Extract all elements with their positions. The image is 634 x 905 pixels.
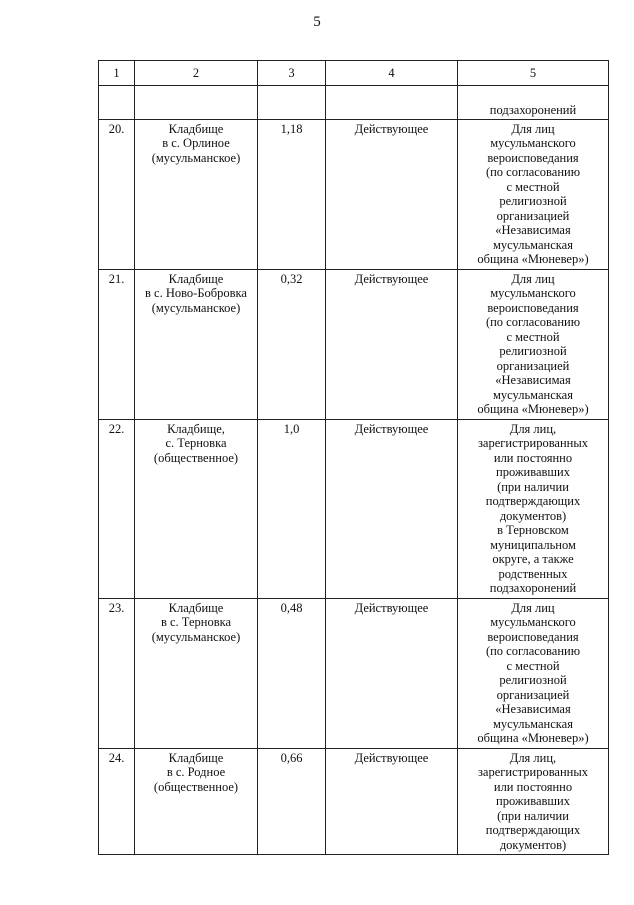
- cemetery-name: Кладбище в с. Родное (общественное): [153, 750, 239, 794]
- cemetery-name: Кладбище в с. Ново-Бобровка (мусульманское): [145, 271, 247, 315]
- cell-note: [458, 419, 609, 598]
- cell-status: [326, 85, 458, 119]
- header-row: [99, 61, 609, 86]
- cell-status: Действующее: [326, 269, 458, 419]
- cell-note: [458, 85, 609, 119]
- cell-area: 1,18: [258, 119, 326, 269]
- cell-area: 0,66: [258, 748, 326, 855]
- cell-status: Действующее: [326, 748, 458, 855]
- cell-name: [135, 269, 258, 419]
- cell-name: [135, 85, 258, 119]
- cell-n: [99, 85, 135, 119]
- cemetery-note: Для лиц мусульманского вероисповедания (по согласованию с местной религиозной организацией «Независимая мусульманская община «Мюневер»): [477, 271, 589, 416]
- cemetery-table: [98, 60, 609, 855]
- cell-name: [135, 598, 258, 748]
- page-number: 5: [313, 14, 321, 30]
- cell-n: 23.: [99, 598, 135, 748]
- cell-name: [135, 119, 258, 269]
- cemetery-note: Для лиц мусульманского вероисповедания (по согласованию с местной религиозной организацией «Независимая мусульманская община «Мюневер»): [477, 121, 589, 266]
- header-col-5: 5: [458, 61, 609, 86]
- cell-name: [135, 419, 258, 598]
- cell-n: 24.: [99, 748, 135, 855]
- cell-status: Действующее: [326, 119, 458, 269]
- cell-area: 1,0: [258, 419, 326, 598]
- table-row: [99, 748, 609, 855]
- cell-n: 22.: [99, 419, 135, 598]
- header-col-1: 1: [99, 61, 135, 86]
- cell-area: 0,48: [258, 598, 326, 748]
- table-row: [99, 598, 609, 748]
- cemetery-name: Кладбище в с. Терновка (мусульманское): [151, 600, 241, 644]
- cell-note: [458, 598, 609, 748]
- cemetery-note: Для лиц, зарегистрированных или постоянно проживавших (при наличии подтверждающих документов) в Терновском муниципальном округе, а также родственных подзахоронений: [477, 421, 589, 595]
- cell-note: [458, 269, 609, 419]
- cell-note: [458, 748, 609, 855]
- cell-n: 20.: [99, 119, 135, 269]
- cemetery-note: Для лиц мусульманского вероисповедания (по согласованию с местной религиозной организацией «Независимая мусульманская община «Мюневер»): [477, 600, 589, 745]
- cell-name: [135, 748, 258, 855]
- continuation-note: подзахоронений: [489, 103, 577, 117]
- header-col-2: 2: [135, 61, 258, 86]
- cemetery-note: Для лиц, зарегистрированных или постоянно проживавших (при наличии подтверждающих документов): [477, 750, 589, 852]
- table-row: [99, 419, 609, 598]
- cemetery-name: Кладбище в с. Орлиное (мусульманское): [151, 121, 241, 165]
- cell-status: Действующее: [326, 419, 458, 598]
- cemetery-name: Кладбище, с. Терновка (общественное): [153, 421, 239, 465]
- header-col-4: 4: [326, 61, 458, 86]
- continuation-row: [99, 85, 609, 119]
- cell-area: 0,32: [258, 269, 326, 419]
- cell-status: Действующее: [326, 598, 458, 748]
- cell-note: [458, 119, 609, 269]
- cell-area: [258, 85, 326, 119]
- table-row: [99, 119, 609, 269]
- table-row: [99, 269, 609, 419]
- header-col-3: 3: [258, 61, 326, 86]
- cell-n: 21.: [99, 269, 135, 419]
